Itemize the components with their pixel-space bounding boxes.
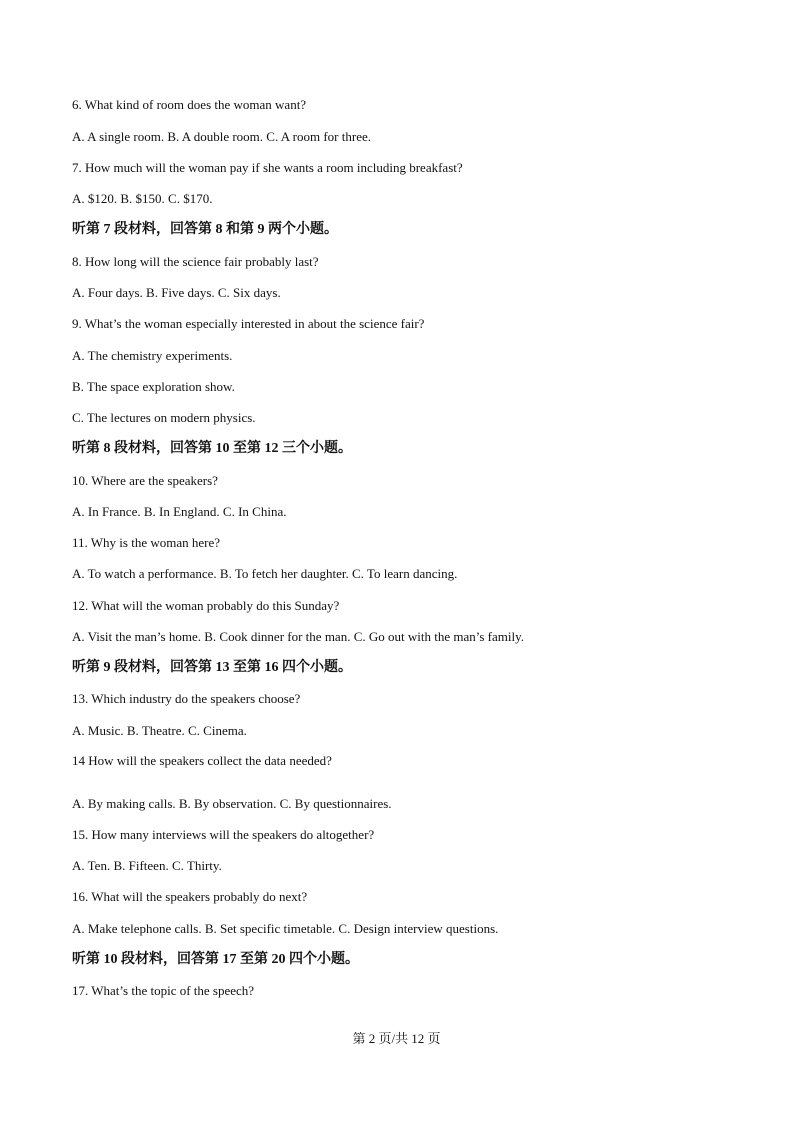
answer-options: A. A single room. B. A double room. C. A room for three.	[72, 129, 371, 144]
answer-options: A. Ten. B. Fifteen. C. Thirty.	[72, 858, 222, 873]
section-heading: 听第 10 段材料，回答第 17 至第 20 四个小题。	[72, 952, 359, 967]
question-text: 10. Where are the speakers?	[72, 473, 218, 488]
question-text: 7. How much will the woman pay if she wants a room including breakfast?	[72, 160, 463, 175]
question-text: 13. Which industry do the speakers choose?	[72, 691, 301, 706]
answer-options: A. $120. B. $150. C. $170.	[72, 191, 213, 206]
answer-option: A. The chemistry experiments.	[72, 348, 233, 363]
question-text: 12. What will the woman probably do this Sunday?	[72, 598, 340, 613]
answer-options: A. Music. B. Theatre. C. Cinema.	[72, 723, 247, 738]
question-text: 6. What kind of room does the woman want?	[72, 97, 307, 112]
answer-options: A. Make telephone calls. B. Set specific timetable. C. Design interview questions.	[72, 921, 499, 936]
answer-options: A. Visit the man’s home. B. Cook dinner for the man. C. Go out with the man’s family.	[72, 629, 525, 644]
question-text: 9. What’s the woman especially interested in about the science fair?	[72, 316, 425, 331]
question-text: 8. How long will the science fair probably last?	[72, 254, 319, 269]
section-heading: 听第 7 段材料，回答第 8 和第 9 两个小题。	[72, 222, 338, 237]
answer-option: C. The lectures on modern physics.	[72, 410, 256, 425]
page-footer: 第 2 页/共 12 页	[352, 1031, 441, 1046]
answer-options: A. By making calls. B. By observation. C. By questionnaires.	[72, 796, 392, 811]
question-text: 17. What’s the topic of the speech?	[72, 983, 255, 998]
section-heading: 听第 8 段材料，回答第 10 至第 12 三个小题。	[72, 441, 352, 456]
question-text: 14 How will the speakers collect the data needed?	[72, 753, 332, 768]
question-text: 11. Why is the woman here?	[72, 535, 221, 550]
answer-option: B. The space exploration show.	[72, 379, 235, 394]
answer-options: A. Four days. B. Five days. C. Six days.	[72, 285, 281, 300]
question-text: 15. How many interviews will the speakers do altogether?	[72, 827, 375, 842]
section-heading: 听第 9 段材料，回答第 13 至第 16 四个小题。	[72, 660, 352, 675]
answer-options: A. To watch a performance. B. To fetch her daughter. C. To learn dancing.	[72, 566, 458, 581]
answer-options: A. In France. B. In England. C. In China.	[72, 504, 287, 519]
question-text: 16. What will the speakers probably do next?	[72, 889, 308, 904]
